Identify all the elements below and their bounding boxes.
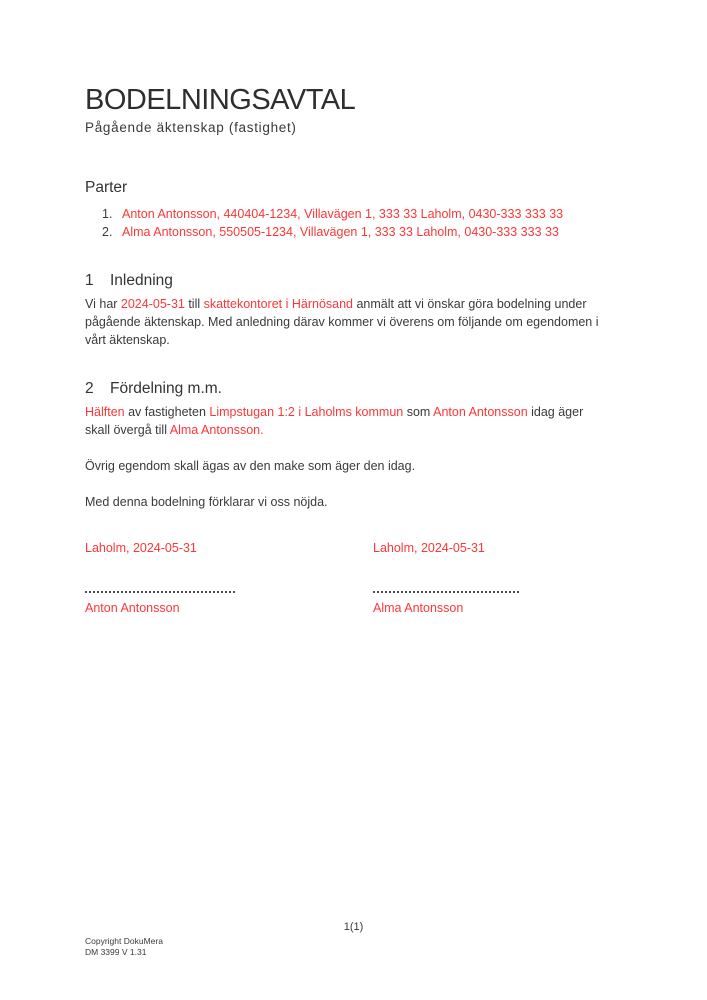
section-1-number: 1 (85, 272, 94, 290)
party-item-2 (85, 223, 603, 241)
section-2-heading (85, 380, 603, 398)
document-subtitle: Pågående äktenskap (fastighet) (85, 120, 297, 136)
signature-line-right (373, 591, 519, 593)
text-run: anmält att vi önskar göra bodelning under pågående äktenskap. Med anledning därav kommer vi överens om följande om egendomen i vårt äktenskap. (85, 297, 599, 348)
share-field: Hälften (85, 405, 125, 420)
party-item-1 (85, 205, 603, 223)
signatory-name-left: Anton Antonsson (85, 601, 180, 616)
copyright-line: Copyright DokuMera (85, 936, 163, 946)
date-field: 2024-05-31 (120, 297, 185, 312)
signatory-name-right: Alma Antonsson (373, 601, 464, 616)
signature-right (373, 541, 603, 615)
section-1-title: Inledning (110, 272, 173, 290)
party-details: Alma Antonsson, 550505-1234, Villavägen 1, 333 33 Laholm, 0430-333 333 33 (122, 225, 559, 240)
closing-paragraph: Med denna bodelning förklarar vi oss nöjda. (85, 495, 328, 510)
document-content (85, 0, 603, 615)
text-run: idag äger skall övergå till (85, 405, 584, 438)
page-number: 1(1) (343, 921, 364, 933)
signature-block (85, 541, 603, 615)
text-run: av fastigheten (124, 405, 210, 420)
property-field: Limpstugan 1:2 i Laholms kommun (209, 405, 404, 420)
party-number: 1. (102, 207, 113, 222)
signature-left (85, 541, 373, 615)
signature-line-left (85, 591, 235, 593)
place-date-right: Laholm, 2024-05-31 (373, 541, 485, 556)
section-1-heading (85, 272, 603, 290)
other-property-paragraph: Övrig egendom skall ägas av den make som äger den idag. (85, 459, 416, 474)
section-2-number: 2 (85, 380, 94, 398)
parties-list (85, 205, 603, 241)
place-date-left: Laholm, 2024-05-31 (85, 541, 197, 556)
section-2-paragraph (85, 403, 603, 439)
document-title: BODELNINGSAVTAL (85, 84, 356, 116)
text-run: till (184, 297, 204, 312)
owner-name-field: Anton Antonsson (433, 405, 528, 420)
text-run: som (403, 405, 434, 420)
footer-copyright (85, 936, 163, 958)
section-2-title: Fördelning m.m. (110, 380, 222, 398)
tax-office-field: skattekontoret i Härnösand (203, 297, 353, 312)
party-details: Anton Antonsson, 440404-1234, Villavägen 1, 333 33 Laholm, 0430-333 333 33 (122, 207, 564, 222)
parties-heading: Parter (85, 179, 128, 197)
section-1-paragraph (85, 295, 603, 349)
text-run: Vi har (85, 297, 121, 312)
party-number: 2. (102, 225, 113, 240)
document-version: DM 3399 V 1.31 (85, 947, 147, 957)
recipient-name-field: Alma Antonsson. (169, 423, 264, 438)
